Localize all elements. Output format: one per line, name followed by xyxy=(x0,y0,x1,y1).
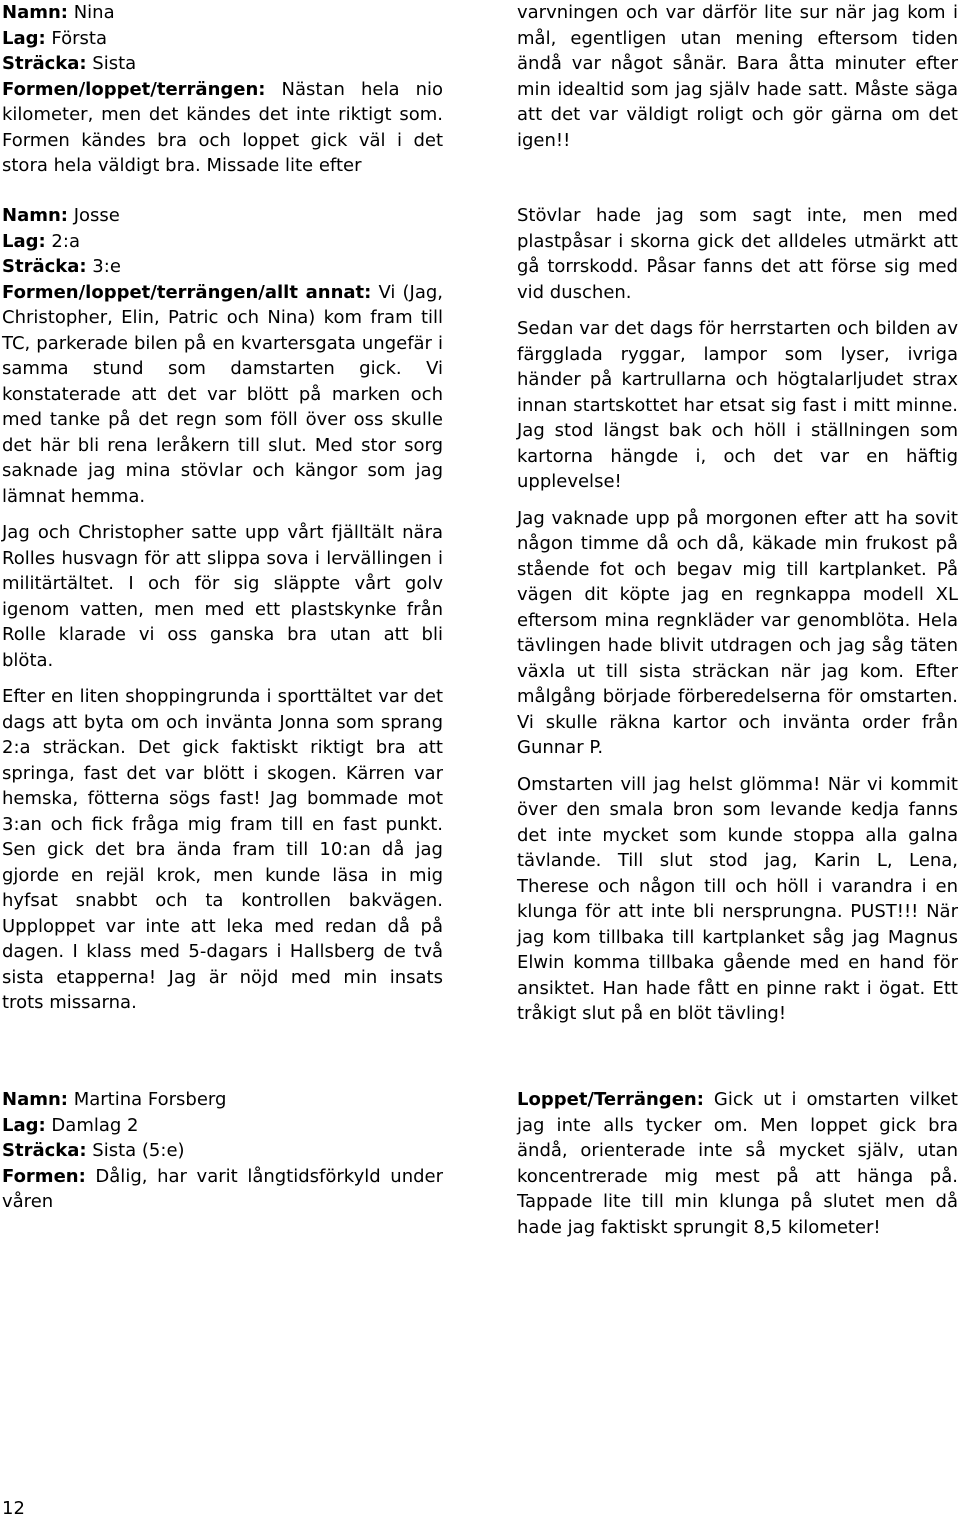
martina-name: Namn: Martina Forsberg xyxy=(2,1089,227,1110)
josse-entry xyxy=(2,203,443,1016)
martina-form: Formen: Dålig, har varit långtidsförkyld under våren xyxy=(2,1165,443,1212)
josse-right-paragraph-2: Sedan var det dags för herrstarten och bilden av färgglada ryggar, lampor som lyser, ivriga händer på kartrullarna och högtalarljudet strax innan startskottet har etsat sig fast i mitt minne. Jag stod längst bak och höll i ställningen som kartorna hängde i, och det var en häftig upplevelse! xyxy=(517,318,958,492)
martina-team: Lag: Damlag 2 xyxy=(2,1114,139,1136)
nina-team: Lag: Första xyxy=(2,27,108,49)
nina-leg: Sträcka: Sista xyxy=(2,53,137,74)
josse-name: Namn: Josse xyxy=(2,205,120,226)
josse-right-paragraph-4: Omstarten vill jag helst glömma! När vi kommit över den smala bron som levande kedja fanns det inte mycket som kunde stoppa alla galna tävlande. Till slut stod jag, Karin L, Lena, Therese och någon till och höll i varandra i en klunga för att inte bli nersprungna. PUST!!! När jag kom tillbaka till kartplanket såg jag Magnus Elwin komma tillbaka gående med en hand för ansiktet. Han hade fått en pinne rakt i ögat. Ett tråkigt slut på en blöt tävling! xyxy=(517,773,958,1024)
nina-continuation-text: varvningen och var därför lite sur när jag kom i mål, egentligen utan mening eftersom tiden ändå var något sånär. Bara åtta minuter efter min idealtid som jag själv hade satt. Måste säga att det var väldigt roligt och gör gärna om det igen!! xyxy=(517,2,958,151)
martina-race: Loppet/Terrängen: Gick ut i omstarten vilket jag inte alls tycker om. Men loppet gick bra ändå, orienterade inte så mycket själv, utan koncentrerade mig mest på att hänga på. Tappade lite till min klunga på slutet men då hade jag faktiskt sprungit 8,5 kilometer! xyxy=(517,1089,958,1238)
josse-paragraph-3: Efter en liten shoppingrunda i sporttältet var det dags att byta om och invänta Jonna som sprang 2:a sträckan. Det gick faktiskt riktigt bra att springa, fast det var blött i skogen. Kärren var hemska, fötterna sögs fast! Jag bommade mot 3:an och fick fråga mig fram till en fast punkt. Sen gick det bra ända fram till 10:an då jag gjorde en rejäl krok, men kunde läsa in mig hyfsat snabbt och ta kontrollen bakvägen. Upploppet var inte att leka med redan då på dagen. I klass med 5-dagars i Hallsberg de två sista etapperna! Jag är nöjd med min insats trots missarna. xyxy=(2,686,443,1013)
martina-continuation xyxy=(517,1087,958,1240)
martina-entry xyxy=(2,1087,443,1215)
nina-entry xyxy=(2,0,443,179)
nina-name: Namn: Nina xyxy=(2,2,115,23)
nina-continuation xyxy=(517,0,958,153)
martina-leg: Sträcka: Sista (5:e) xyxy=(2,1140,185,1161)
josse-continuation xyxy=(517,203,958,1027)
nina-form: Formen/loppet/terrängen: Nästan hela nio kilometer, men det kändes det inte riktigt som. Formen kändes bra och loppet gick väl i det stora hela väldigt bra. Missade lite efter xyxy=(2,78,443,176)
josse-team: Lag: 2:a xyxy=(2,230,80,252)
josse-paragraph-2: Jag och Christopher satte upp vårt fjälltält nära Rolles husvagn för att slippa sova i lervällingen i militärtältet. I och för sig släppte vårt golv igenom vatten, men med ett plastskynke från Rolle klarade vi oss ganska bra utan att bli blöta. xyxy=(2,522,443,671)
josse-leg: Sträcka: 3:e xyxy=(2,256,121,277)
josse-right-paragraph-3: Jag vaknade upp på morgonen efter att ha sovit någon timme då och då, käkade min frukost på stående fot och begav mig till kartplanket. På vägen dit köpte jag en regnkappa modell XL eftersom mina regnkläder var genomblöta. Hela tävlingen hade blivit utdragen och jag såg täten växla ut till sista sträckan när jag kom. Efter målgång började förberedelserna för omstarten. Vi skulle räkna kartor och invänta order från Gunnar P. xyxy=(517,507,958,758)
josse-form: Formen/loppet/terrängen/allt annat: Vi (Jag, Christopher, Elin, Patric och Nina) kom fram till TC, parkerade bilen på en kvartersgata ungefär i samma stund som damstarten gick. Vi konstaterade att det var blött på marken och med tanke på det regn som föll över oss skulle det här bli rena leråkern till slut. Med stor sorg saknade jag mina stövlar och kängor som jag lämnat hemma. xyxy=(2,281,443,507)
page-number: 12 xyxy=(2,1498,25,1519)
josse-right-paragraph-1: Stövlar hade jag som sagt inte, men med plastpåsar i skorna gick det alldeles utmärkt att gå torrskodd. Påsar fanns det att förse sig med vid duschen. xyxy=(517,205,958,303)
